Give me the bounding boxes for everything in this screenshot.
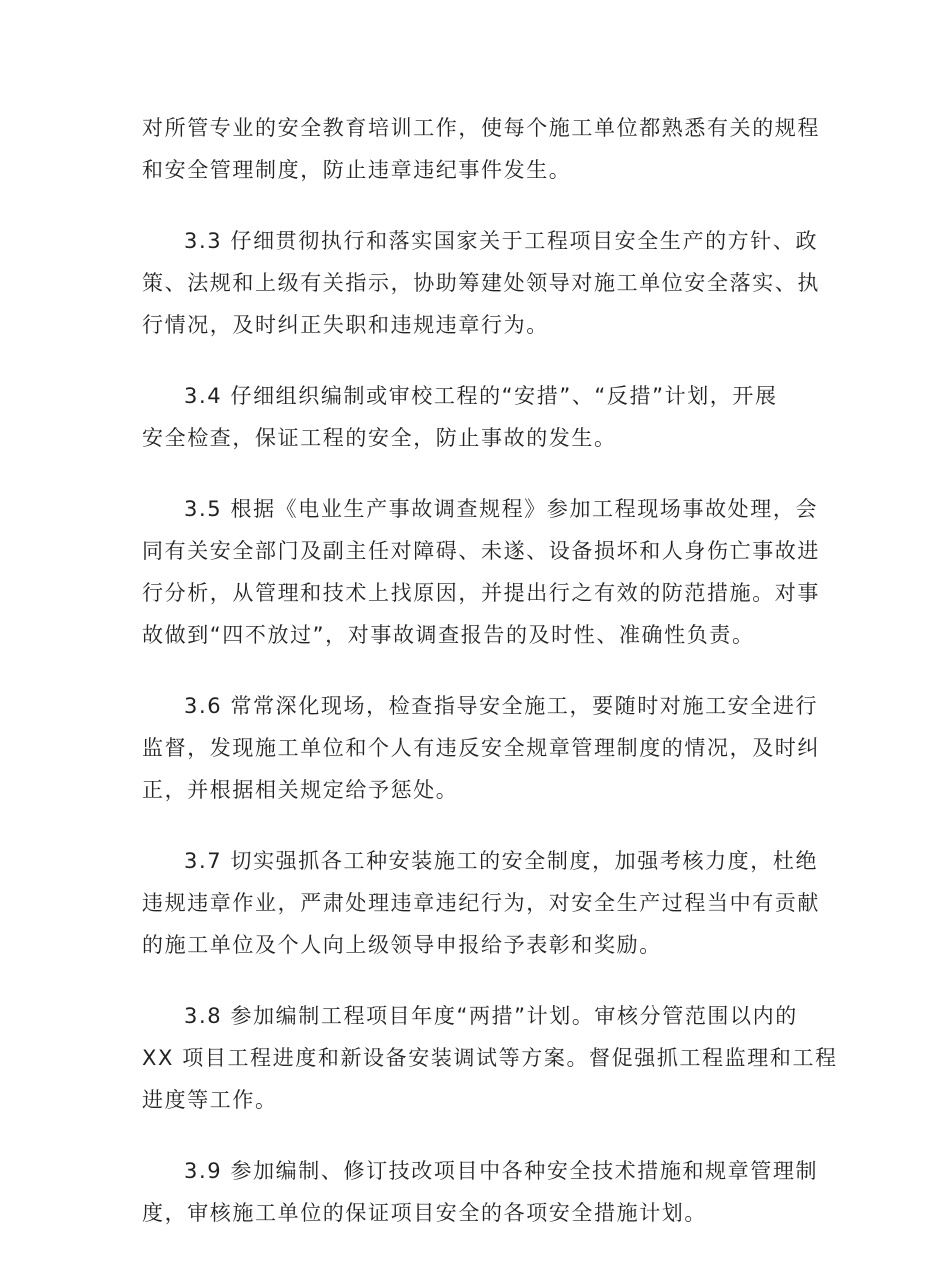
paragraph-line: 故做到“四不放过”，对事故调查报告的及时性、准确性负责。	[142, 623, 755, 647]
paragraph-3-8	[142, 995, 838, 1121]
paragraph-line: 3.4 仔细组织编制或审校工程的“安措”、“反措”计划，开展	[184, 384, 778, 408]
paragraph-line: 3.5 根据《电业生产事故调查规程》参加工程现场事故处理，会	[184, 497, 819, 521]
paragraph-3-7	[142, 840, 820, 966]
paragraph-line: 行分析，从管理和技术上找原因，并提出行之有效的防范措施。对事	[142, 581, 820, 605]
paragraph-line: 正，并根据相关规定给予惩处。	[142, 778, 459, 802]
paragraph-line: 度，审核施工单位的保证项目安全的各项安全措施计划。	[142, 1201, 707, 1225]
paragraph-line: 3.9 参加编制、修订技改项目中各种安全技术措施和规章管理制	[184, 1159, 819, 1183]
document-body	[142, 107, 838, 1263]
paragraph-line: 对所管专业的安全教育培训工作，使每个施工单位都熟悉有关的规程	[142, 116, 820, 140]
paragraph-line: 和安全管理制度，防止违章违纪事件发生。	[142, 158, 572, 182]
paragraph-line: 3.8 参加编制工程项目年度“两措”计划。审核分管范围以内的	[184, 1004, 798, 1028]
paragraph-3-3	[142, 220, 820, 346]
paragraph-line: XX 项目工程进度和新设备安装调试等方案。督促强抓工程监理和工程	[142, 1046, 838, 1070]
paragraph-3-6	[142, 685, 820, 811]
paragraph-line: 3.6 常常深化现场，检查指导安全施工，要随时对施工安全进行	[184, 694, 819, 718]
paragraph-line: 同有关安全部门及副主任对障碍、未遂、设备损坏和人身伤亡事故进	[142, 539, 820, 563]
paragraph-line: 的施工单位及个人向上级领导申报给予表彰和奖励。	[142, 933, 662, 957]
paragraph-line: 违规违章作业，严肃处理违章违纪行为，对安全生产过程当中有贡献	[142, 891, 820, 915]
paragraph-line: 安全检查，保证工程的安全，防止事故的发生。	[142, 426, 617, 450]
paragraph-line: 进度等工作。	[142, 1088, 278, 1112]
paragraph-3-4	[142, 375, 802, 459]
paragraph-line: 策、法规和上级有关指示，协助筹建处领导对施工单位安全落实、执	[142, 271, 820, 295]
paragraph-3-9	[142, 1150, 819, 1234]
paragraph-line: 3.7 切实强抓各工种安装施工的安全制度，加强考核力度，杜绝	[184, 849, 819, 873]
paragraph-line: 行情况，及时纠正失职和违规违章行为。	[142, 313, 549, 337]
paragraph-line: 3.3 仔细贯彻执行和落实国家关于工程项目安全生产的方针、政	[184, 229, 819, 253]
paragraph-intro	[142, 107, 820, 191]
paragraph-3-5	[142, 488, 820, 656]
paragraph-line: 监督，发现施工单位和个人有违反安全规章管理制度的情况，及时纠	[142, 736, 820, 760]
